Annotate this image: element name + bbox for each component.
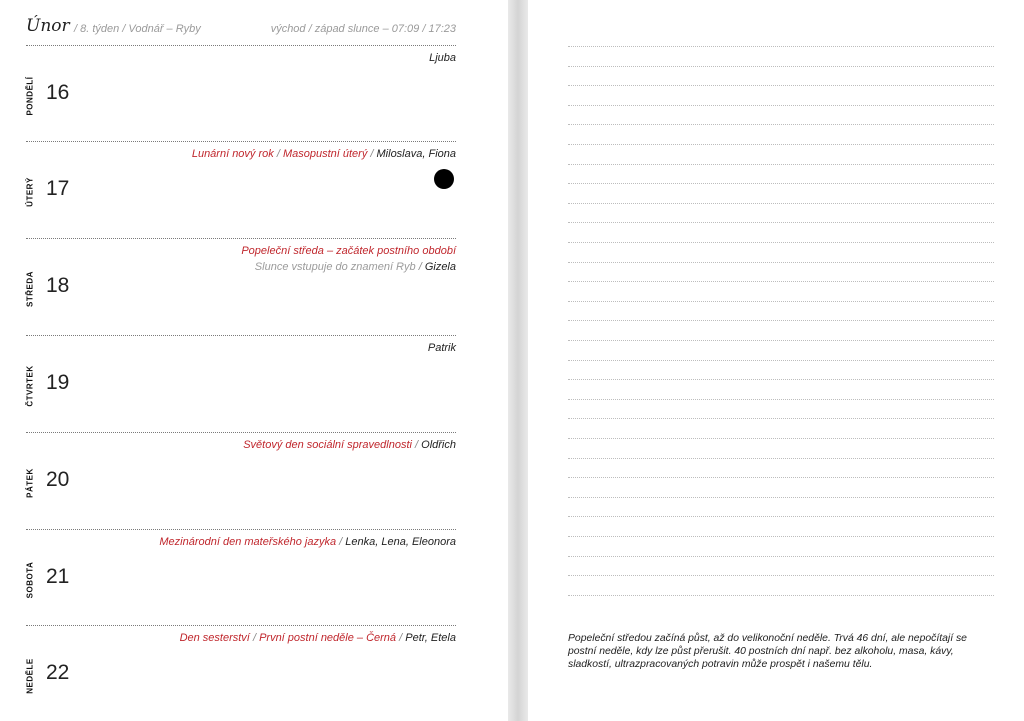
day-friday[interactable] — [0, 432, 508, 528]
note-line — [568, 418, 994, 419]
separator: / — [399, 632, 403, 644]
note-line — [568, 183, 994, 184]
note-line — [568, 340, 994, 341]
note-line — [568, 320, 994, 321]
day-events-line — [241, 245, 456, 257]
name-days: Petr, Etela — [405, 632, 456, 644]
note-line — [568, 379, 994, 380]
note-line — [568, 164, 994, 165]
note-line — [568, 399, 994, 400]
separator: / — [415, 439, 419, 451]
day-events-line — [180, 632, 456, 644]
note-line — [568, 458, 994, 459]
week-info: / 8. týden / Vodnář – Ryby — [74, 23, 201, 35]
note-line — [568, 66, 994, 67]
separator: / — [418, 261, 422, 273]
book-gutter — [508, 0, 528, 721]
name-days: Lenka, Lena, Eleonora — [345, 536, 456, 548]
day-number: 17 — [46, 177, 70, 200]
note-line — [568, 301, 994, 302]
day-number: 16 — [46, 81, 70, 104]
day-name: STŘEDA — [25, 271, 35, 307]
week-header — [26, 14, 456, 42]
note-line — [568, 281, 994, 282]
note-line — [568, 556, 994, 557]
day-sunday[interactable] — [0, 625, 508, 721]
holiday-text: Světový den sociální spravedlnosti — [243, 439, 412, 451]
note-line — [568, 262, 994, 263]
day-names-line — [255, 261, 456, 273]
day-name: PÁTEK — [25, 468, 35, 498]
note-line — [568, 203, 994, 204]
name-days: Patrik — [427, 342, 456, 354]
separator: / — [339, 536, 343, 548]
day-name: PONDĚLÍ — [25, 76, 35, 116]
note-line — [568, 516, 994, 517]
day-number: 19 — [46, 371, 70, 394]
note-line — [568, 595, 994, 596]
footnote-text: Popeleční středou začíná půst, až do velikonoční neděle. Trvá 46 dní, ale nepočítají se postní neděle, kdy lze půst přerušit. 40 postních dní např. bez alkoholu, masa, kávy, sladkostí, ultrazpracovaných potravin může prospět i našemu tělu. — [568, 633, 967, 670]
month-title: Únor — [26, 16, 70, 36]
day-name: NEDĚLE — [25, 658, 35, 694]
day-number: 18 — [46, 274, 70, 297]
day-names-line — [429, 52, 456, 64]
holiday-text: Mezinárodní den mateřského jazyka — [159, 536, 337, 548]
note-line — [568, 497, 994, 498]
note-line — [568, 144, 994, 145]
day-monday[interactable] — [0, 45, 508, 141]
sunrise-sunset: východ / západ slunce – 07:09 / 17:23 — [270, 23, 456, 35]
day-number: 20 — [46, 468, 70, 491]
holiday-text: První postní neděle – Černá — [259, 632, 397, 644]
name-days: Gizela — [424, 261, 456, 273]
note-line — [568, 242, 994, 243]
day-name: ČTVRTEK — [25, 365, 35, 407]
name-days: Ljuba — [429, 52, 456, 64]
note-line — [568, 536, 994, 537]
note-line — [568, 85, 994, 86]
day-thursday[interactable] — [0, 335, 508, 431]
note-line — [568, 438, 994, 439]
note-line — [568, 105, 994, 106]
holiday-text: Masopustní úterý — [282, 148, 368, 160]
name-days: Miloslava, Fiona — [376, 148, 456, 160]
holiday-text: Popeleční středa – začátek postního období — [241, 245, 456, 257]
astro-note: Slunce vstupuje do znamení Ryb — [254, 261, 416, 273]
day-number: 22 — [46, 661, 70, 684]
separator: / — [276, 148, 280, 160]
separator: / — [370, 148, 374, 160]
separator: / — [252, 632, 256, 644]
day-names-line — [428, 342, 456, 354]
name-days: Oldřich — [421, 439, 456, 451]
new-moon-icon — [434, 169, 454, 189]
note-line — [568, 222, 994, 223]
holiday-text: Den sesterství — [179, 632, 250, 644]
day-events-line — [243, 439, 456, 451]
day-number: 21 — [46, 565, 70, 588]
day-name: ÚTERÝ — [25, 177, 35, 207]
day-events-line — [192, 148, 456, 160]
day-events-line — [159, 536, 456, 548]
note-line — [568, 360, 994, 361]
day-wednesday[interactable] — [0, 238, 508, 334]
note-line — [568, 575, 994, 576]
note-line — [568, 124, 994, 125]
day-saturday[interactable] — [0, 529, 508, 625]
day-tuesday[interactable] — [0, 141, 508, 237]
day-name: SOBOTA — [25, 561, 35, 599]
note-line — [568, 46, 994, 47]
holiday-text: Lunární nový rok — [191, 148, 274, 160]
note-line — [568, 477, 994, 478]
